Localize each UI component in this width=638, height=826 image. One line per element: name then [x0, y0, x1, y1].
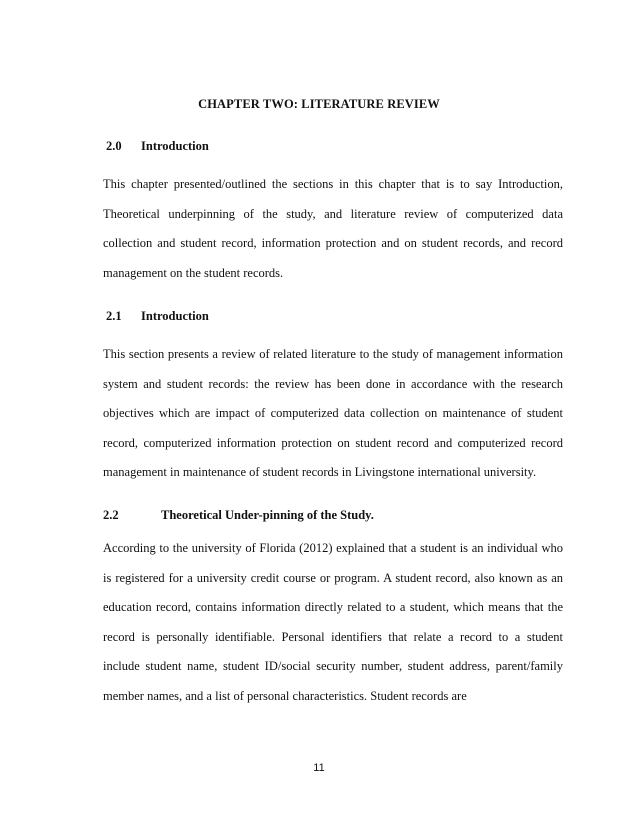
section-title: Introduction	[141, 309, 209, 323]
section-number: 2.2	[103, 508, 119, 522]
paragraph-line: management in maintenance of student records in Livingstone international university.	[103, 465, 537, 479]
section-2-1-paragraph	[103, 340, 563, 488]
paragraph-line: management on the student records.	[103, 265, 284, 280]
paragraph-line: collection and student record, information protection and on student records, and record	[103, 236, 563, 250]
section-title: Introduction	[141, 139, 209, 153]
section-2-0-paragraph	[103, 170, 563, 288]
paragraph-line: objectives which are impact of computerized data collection on maintenance of student	[103, 406, 563, 420]
paragraph-line: This section presents a review of related literature to the study of management information	[103, 347, 563, 361]
paragraph-line: Theoretical underpinning of the study, and literature review of computerized data	[103, 206, 563, 221]
section-number: 2.0	[106, 139, 122, 153]
section-title: Theoretical Under-pinning of the Study.	[161, 508, 374, 522]
chapter-title: CHAPTER TWO: LITERATURE REVIEW	[198, 97, 440, 111]
paragraph-line: member names, and a list of personal characteristics. Student records are	[103, 688, 467, 703]
paragraph-line: system and student records: the review has been done in accordance with the research	[103, 376, 563, 391]
paragraph-line: This chapter presented/outlined the sections in this chapter that is to say Introduction,	[103, 177, 563, 191]
paragraph-line: record is personally identifiable. Personal identifiers that relate a record to a student	[103, 629, 563, 644]
paragraph-line: is registered for a university credit course or program. A student record, also known as an	[103, 570, 563, 585]
paragraph-line: record, computerized information protection on student record and computerized record	[103, 435, 563, 450]
paragraph-line: According to the university of Florida (2012) explained that a student is an individual who	[103, 541, 563, 555]
page-number: 11	[313, 762, 325, 774]
section-number: 2.1	[106, 309, 122, 323]
paragraph-line: include student name, student ID/social security number, student address, parent/family	[103, 659, 563, 673]
paragraph-line: education record, contains information directly related to a student, which means that the	[103, 600, 563, 614]
section-2-2-paragraph	[103, 534, 563, 711]
